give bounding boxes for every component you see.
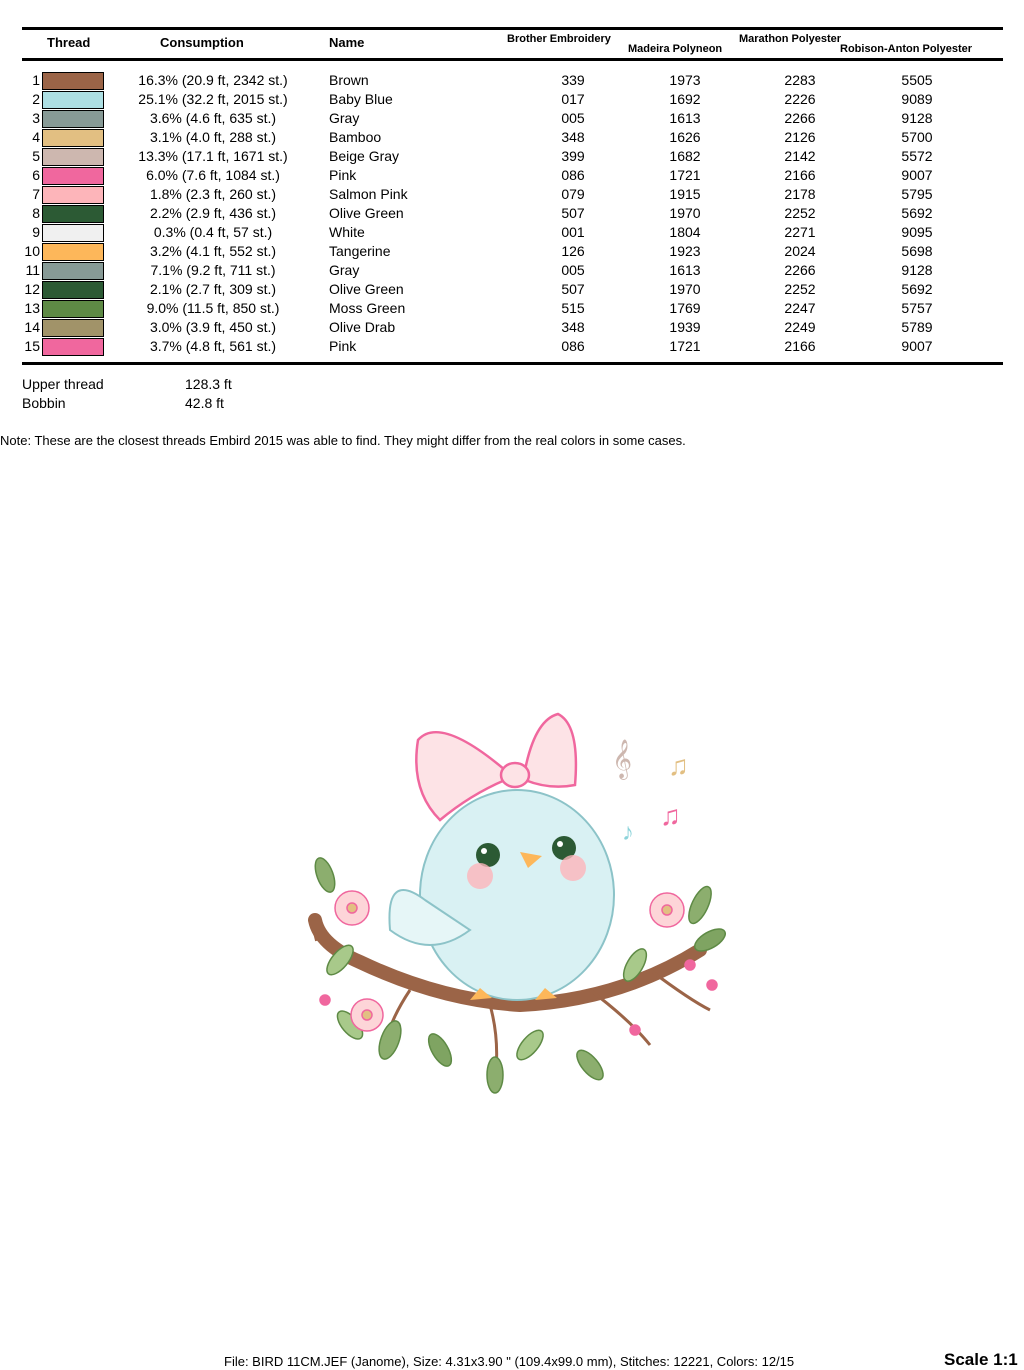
table-row: [0, 71, 1024, 90]
thread-name: Beige Gray: [329, 148, 400, 164]
header-madeira: Madeira Polyneon: [628, 43, 723, 55]
madeira-code: 1970: [669, 205, 701, 221]
marathon-code: 2266: [784, 110, 816, 126]
color-swatch: [42, 129, 104, 147]
color-swatch: [42, 110, 104, 128]
thread-name: Gray: [329, 262, 360, 278]
header-thread: Thread: [47, 35, 91, 50]
thread-number: 11: [25, 262, 40, 278]
thread-number: 10: [24, 243, 40, 259]
table-row: [0, 299, 1024, 318]
brother-code: 017: [561, 91, 585, 107]
robison-code: 5795: [901, 186, 933, 202]
music-notes: [612, 740, 689, 846]
brother-code: 515: [561, 300, 585, 316]
color-swatch: [42, 205, 104, 223]
header-marathon: Marathon Polyester: [739, 33, 842, 45]
thread-name: Gray: [329, 110, 360, 126]
upper-thread-value: 128.3 ft: [185, 376, 232, 392]
brother-code: 001: [561, 224, 585, 240]
brother-code: 005: [561, 110, 585, 126]
color-swatch: [42, 224, 104, 242]
robison-code: 5572: [901, 148, 933, 164]
table-row: [0, 242, 1024, 261]
thread-number: 7: [32, 186, 40, 202]
bird: [389, 790, 614, 1000]
brother-code: 507: [561, 205, 585, 221]
consumption-cell: 2.1% (2.7 ft, 309 st.): [149, 281, 277, 297]
table-row: [0, 109, 1024, 128]
thread-number: 3: [32, 110, 40, 126]
madeira-code: 1626: [669, 129, 701, 145]
brother-code: 399: [561, 148, 585, 164]
consumption-cell: 3.7% (4.8 ft, 561 st.): [149, 338, 277, 354]
marathon-code: 2247: [784, 300, 816, 316]
upper-thread-label: Upper thread: [22, 376, 104, 392]
table-row: [0, 204, 1024, 223]
table-top-rule: [22, 27, 1003, 30]
marathon-code: 2266: [784, 262, 816, 278]
bobbin-value: 42.8 ft: [185, 395, 224, 411]
robison-code: 9007: [901, 167, 933, 183]
thread-name: Brown: [329, 72, 369, 88]
brother-code: 507: [561, 281, 585, 297]
marathon-code: 2252: [784, 281, 816, 297]
table-row: [0, 223, 1024, 242]
header-name: Name: [329, 35, 365, 50]
consumption-cell: 3.0% (3.9 ft, 450 st.): [149, 319, 277, 335]
madeira-code: 1721: [669, 167, 701, 183]
brother-code: 086: [561, 167, 585, 183]
brother-code: 339: [561, 72, 585, 88]
robison-code: 5692: [901, 205, 933, 221]
madeira-code: 1804: [669, 224, 701, 240]
thread-number: 9: [32, 224, 40, 240]
thread-name: Tangerine: [329, 243, 391, 259]
table-row: [0, 318, 1024, 337]
thread-number: 1: [32, 72, 40, 88]
madeira-code: 1769: [669, 300, 701, 316]
thread-name: Pink: [329, 167, 357, 183]
consumption-cell: 3.1% (4.0 ft, 288 st.): [149, 129, 277, 145]
consumption-cell: 0.3% (0.4 ft, 57 st.): [153, 224, 273, 240]
robison-code: 9128: [901, 110, 933, 126]
thread-number: 8: [32, 205, 40, 221]
svg-text:♫: ♫: [668, 750, 689, 781]
madeira-code: 1692: [669, 91, 701, 107]
scale-label: Scale 1:1: [944, 1350, 1018, 1369]
color-swatch: [42, 91, 104, 109]
brother-code: 005: [561, 262, 585, 278]
robison-code: 9095: [901, 224, 933, 240]
madeira-code: 1915: [669, 186, 701, 202]
robison-code: 9007: [901, 338, 933, 354]
header-brother: Brother Embroidery: [507, 33, 611, 45]
thread-number: 2: [32, 91, 40, 107]
table-row: [0, 128, 1024, 147]
madeira-code: 1721: [669, 338, 701, 354]
madeira-code: 1923: [669, 243, 701, 259]
madeira-code: 1939: [669, 319, 701, 335]
consumption-cell: 3.2% (4.1 ft, 552 st.): [149, 243, 277, 259]
brother-code: 086: [561, 338, 585, 354]
thread-number: 6: [32, 167, 40, 183]
madeira-code: 1613: [669, 262, 701, 278]
table-row: [0, 337, 1024, 356]
marathon-code: 2126: [784, 129, 816, 145]
madeira-code: 1613: [669, 110, 701, 126]
thread-number: 4: [32, 129, 40, 145]
table-row: [0, 90, 1024, 109]
marathon-code: 2226: [784, 91, 816, 107]
thread-name: Olive Drab: [329, 319, 396, 335]
table-bottom-rule: [22, 362, 1003, 365]
robison-code: 9089: [901, 91, 933, 107]
color-swatch: [42, 186, 104, 204]
table-row: [0, 147, 1024, 166]
marathon-code: 2271: [784, 224, 816, 240]
table-row: [0, 185, 1024, 204]
brother-code: 126: [561, 243, 585, 259]
thread-name: White: [329, 224, 365, 240]
madeira-code: 1970: [669, 281, 701, 297]
robison-code: 5698: [901, 243, 933, 259]
consumption-cell: 3.6% (4.6 ft, 635 st.): [149, 110, 277, 126]
file-info: File: BIRD 11CM.JEF (Janome), Size: 4.31x3.90 " (109.4x99.0 mm), Stitches: 12221, Colors: 12/15: [224, 1354, 795, 1369]
color-swatch: [42, 281, 104, 299]
svg-text:♪: ♪: [622, 819, 634, 846]
color-swatch: [42, 319, 104, 337]
madeira-code: 1682: [669, 148, 701, 164]
robison-code: 5505: [901, 72, 933, 88]
header-robison: Robison-Anton Polyester: [840, 43, 973, 55]
color-swatch: [42, 148, 104, 166]
robison-code: 5692: [901, 281, 933, 297]
color-swatch: [42, 262, 104, 280]
consumption-cell: 25.1% (32.2 ft, 2015 st.): [138, 91, 288, 107]
robison-code: 5700: [901, 129, 933, 145]
brother-code: 348: [561, 319, 585, 335]
marathon-code: 2249: [784, 319, 816, 335]
color-swatch: [42, 300, 104, 318]
thread-name: Baby Blue: [329, 91, 393, 107]
table-row: [0, 280, 1024, 299]
robison-code: 5757: [901, 300, 933, 316]
thread-name: Bamboo: [329, 129, 382, 145]
thread-number: 12: [24, 281, 40, 297]
consumption-cell: 7.1% (9.2 ft, 711 st.): [150, 262, 276, 278]
color-swatch: [42, 167, 104, 185]
marathon-code: 2024: [784, 243, 816, 259]
robison-code: 9128: [901, 262, 933, 278]
thread-name: Olive Green: [329, 281, 404, 297]
brother-code: 079: [561, 186, 585, 202]
marathon-code: 2178: [784, 186, 816, 202]
thread-number: 14: [24, 319, 40, 335]
marathon-code: 2166: [784, 167, 816, 183]
header-bottom-rule: [22, 58, 1003, 61]
note-text: Note: These are the closest threads Embird 2015 was able to find. They might differ from the real colors in some cases.: [0, 433, 686, 448]
embroidery-design-preview: [290, 700, 730, 1100]
consumption-cell: 1.8% (2.3 ft, 260 st.): [149, 186, 277, 202]
color-swatch: [42, 338, 104, 356]
consumption-cell: 13.3% (17.1 ft, 1671 st.): [138, 148, 288, 164]
consumption-cell: 9.0% (11.5 ft, 850 st.): [146, 300, 280, 316]
robison-code: 5789: [901, 319, 933, 335]
marathon-code: 2142: [784, 148, 816, 164]
table-row: [0, 261, 1024, 280]
table-row: [0, 166, 1024, 185]
svg-text:𝄞: 𝄞: [612, 740, 633, 778]
svg-text:♫: ♫: [660, 800, 681, 831]
brother-code: 348: [561, 129, 585, 145]
color-swatch: [42, 72, 104, 90]
thread-number: 5: [32, 148, 40, 164]
consumption-cell: 6.0% (7.6 ft, 1084 st.): [146, 167, 280, 183]
marathon-code: 2252: [784, 205, 816, 221]
thread-name: Moss Green: [329, 300, 406, 316]
thread-name: Olive Green: [329, 205, 404, 221]
thread-name: Pink: [329, 338, 357, 354]
consumption-cell: 16.3% (20.9 ft, 2342 st.): [138, 72, 288, 88]
marathon-code: 2283: [784, 72, 816, 88]
thread-name: Salmon Pink: [329, 186, 408, 202]
madeira-code: 1973: [669, 72, 701, 88]
consumption-cell: 2.2% (2.9 ft, 436 st.): [149, 205, 277, 221]
thread-number: 13: [24, 300, 40, 316]
bobbin-label: Bobbin: [22, 395, 66, 411]
marathon-code: 2166: [784, 338, 816, 354]
thread-number: 15: [24, 338, 40, 354]
header-consumption: Consumption: [160, 35, 244, 50]
color-swatch: [42, 243, 104, 261]
